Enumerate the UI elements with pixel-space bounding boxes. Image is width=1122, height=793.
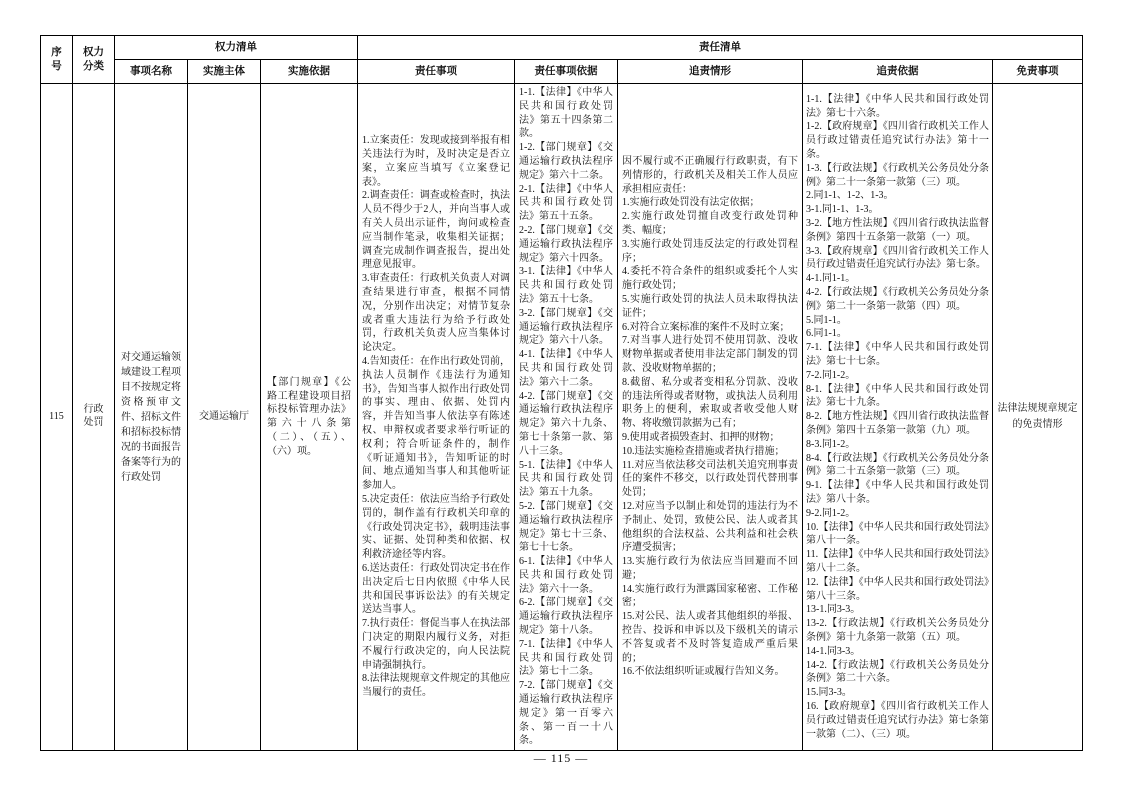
cell-serial-number: 115 [41, 84, 73, 751]
column-header-power-category: 权力分类 [73, 36, 115, 84]
header-row-columns [41, 60, 1083, 84]
group-header-power-list: 权力清单 [115, 36, 358, 60]
column-header-exemption-items: 免责事项 [993, 60, 1083, 84]
column-header-responsibility-basis: 责任事项依据 [515, 60, 618, 84]
cell-responsibility-basis: 1-1.【法律】《中华人民共和国行政处罚法》第五十四条第二款。 1-2.【部门规章】《交通运输行政执法程序规定》第六十二条。 2-1.【法律】《中华人民共和国行政处罚法》第五十五条。 2-2.【部门规章】《交通运输行政执法程序规定》第六十四条。 3-1.【法律】《中华人民共和国行政处罚法》第五十七条。 3-2.【部门规章】《交通运输行政执法程序规定》第六十八条。 4-1.【法律】《中华人民共和国行政处罚法》第六十二条。 4-2.【部门规章】《交通运输行政执法程序规定》第六十九条、第七十条第一款、第八十三条。 5-1.【法律】《中华人民共和国行政处罚法》第五十九条。 5-2.【部门规章】《交通运输行政执法程序规定》第七十三条、第七十七条。 6-1.【法律】《中华人民共和国行政处罚法》第六十一条。 6-2.【部门规章】《交通运输行政执法程序规定》第十八条。 7-1.【法律】《中华人民共和国行政处罚法》第七十二条。 7-2.【部门规章】《交通运输行政执法程序规定》第一百零六条、第一百一十八条。 [515, 84, 618, 751]
column-header-accountability-situations: 追责情形 [618, 60, 803, 84]
column-header-serial: 序号 [41, 36, 73, 84]
cell-exemption-items: 法律法规规章规定的免责情形 [993, 84, 1083, 751]
column-header-implementation-basis: 实施依据 [261, 60, 358, 84]
column-header-responsibility-items: 责任事项 [358, 60, 515, 84]
column-header-accountability-basis: 追责依据 [803, 60, 993, 84]
cell-accountability-basis: 1-1.【法律】《中华人民共和国行政处罚法》第七十六条。 1-2.【政府规章】《四川省行政机关工作人员行政过错责任追究试行办法》第十一条。 1-3.【行政法规】《行政机关公务员处分条例》第二十一条第一款第（三）项。 2.同1-1、1-2、1-3。 3-1.同1-1、1-3。 3-2.【地方性法规】《四川省行政执法监督条例》第四十五条第一款第（一）项。 3-3.【政府规章】《四川省行政机关工作人员行政过错责任追究试行办法》第七条。 4-1.同1-1。 4-2.【行政法规】《行政机关公务员处分条例》第二十一条第一款第（四）项。 5.同1-1。 6.同1-1。 7-1.【法律】《中华人民共和国行政处罚法》第七十七条。 7-2.同1-2。 8-1.【法律】《中华人民共和国行政处罚法》第七十九条。 8-2.【地方性法规】《四川省行政执法监督条例》第四十五条第一款第（九）项。 8-3.同1-2。 8-4.【行政法规】《行政机关公务员处分条例》第二十五条第一款第（三）项。 9-1.【法律】《中华人民共和国行政处罚法》第八十条。 9-2.同1-2。 10.【法律】《中华人民共和国行政处罚法》第八十一条。 11.【法律】《中华人民共和国行政处罚法》第八十二条。 12.【法律】《中华人民共和国行政处罚法》第八十三条。 13-1.同3-3。 13-2.【行政法规】《行政机关公务员处分条例》第十九条第一款第（五）项。 14-1.同3-3。 14-2.【行政法规】《行政机关公务员处分条例》第二十六条。 15.同3-3。 16.【政府规章】《四川省行政机关工作人员行政过错责任追究试行办法》第七条第一款第（二）、（三）项。 [803, 84, 993, 751]
power-responsibility-table [40, 35, 1083, 751]
column-header-implementing-body: 实施主体 [188, 60, 261, 84]
header-row-groups [41, 36, 1083, 60]
cell-power-category: 行政处罚 [73, 84, 115, 751]
cell-responsibility-items: 1.立案责任：发现或接到举报有相关违法行为时，及时决定是否立案，立案应当填写《立案登记表》。 2.调查责任：调查或检查时，执法人员不得少于2人，并向当事人或有关人员出示证件，询问或检查应当制作笔录，收集相关证据；调查完成制作调查报告，提出处理意见报审。 3.审查责任：行政机关负责人对调查结果进行审查，根据不同情况，分别作出决定；对情节复杂或者重大违法行为给予行政处罚，行政机关负责人应当集体讨论决定。 4.告知责任：在作出行政处罚前，执法人员制作《违法行为通知书》，告知当事人拟作出行政处罚的事实、理由、依据、处罚内容，并告知当事人依法享有陈述权、申辩权或者要求举行听证的权利；符合听证条件的，制作《听证通知书》，告知听证的时间、地点通知当事人和其他听证参加人。 5.决定责任：依法应当给予行政处罚的，制作盖有行政机关印章的《行政处罚决定书》，载明违法事实、证据、处罚种类和依据、权利救济途径等内容。 6.送达责任：行政处罚决定书在作出决定后七日内依照《中华人民共和国民事诉讼法》的有关规定送达当事人。 7.执行责任：督促当事人在执法部门决定的期限内履行义务，对拒不履行行政决定的，向人民法院申请强制执行。 8.法律法规规章文件规定的其他应当履行的责任。 [358, 84, 515, 751]
cell-accountability-situations: 因不履行或不正确履行行政职责，有下列情形的，行政机关及相关工作人员应承担相应责任： 1.实施行政处罚没有法定依据； 2.实施行政处罚擅自改变行政处罚种类、幅度； 3.实施行政处罚违反法定的行政处罚程序； 4.委托不符合条件的组织或委托个人实施行政处罚； 5.实施行政处罚的执法人员未取得执法证件； 6.对符合立案标准的案件不及时立案； 7.对当事人进行处罚不使用罚款、没收财物单据或者使用非法定部门制发的罚款、没收财物单据的； 8.截留、私分或者变相私分罚款、没收的违法所得或者财物，或执法人员利用职务上的便利，索取或者收受他人财物、将收缴罚款据为己有； 9.使用或者损毁查封、扣押的财物； 10.违法实施检查措施或者执行措施； 11.对应当依法移交司法机关追究刑事责任的案件不移交，以行政处罚代替刑事处罚； 12.对应当予以制止和处罚的违法行为不予制止、处罚，致使公民、法人或者其他组织的合法权益、公共利益和社会秩序遭受损害； 13.实施行政行为依法应当回避而不回避； 14.实施行政行为泄露国家秘密、工作秘密； 15.对公民、法人或者其他组织的举报、控告、投诉和申诉以及下级机关的请示不答复或者不及时答复造成严重后果的； 16.不依法组织听证或履行告知义务。 [618, 84, 803, 751]
page-number: — 115 — [533, 751, 589, 765]
cell-implementation-basis: 【部门规章】《公路工程建设项目招标投标管理办法》第六十八条第（二）、（五）、（六）项。 [261, 84, 358, 751]
column-header-item-name: 事项名称 [115, 60, 188, 84]
group-header-responsibility-list: 责任清单 [358, 36, 1083, 60]
cell-item-name: 对交通运输领域建设工程项目不按规定将资格预审文件、招标文件和招标投标情况的书面报告备案等行为的行政处罚 [115, 84, 188, 751]
table-row [41, 84, 1083, 751]
cell-implementing-body: 交通运输厅 [188, 84, 261, 751]
